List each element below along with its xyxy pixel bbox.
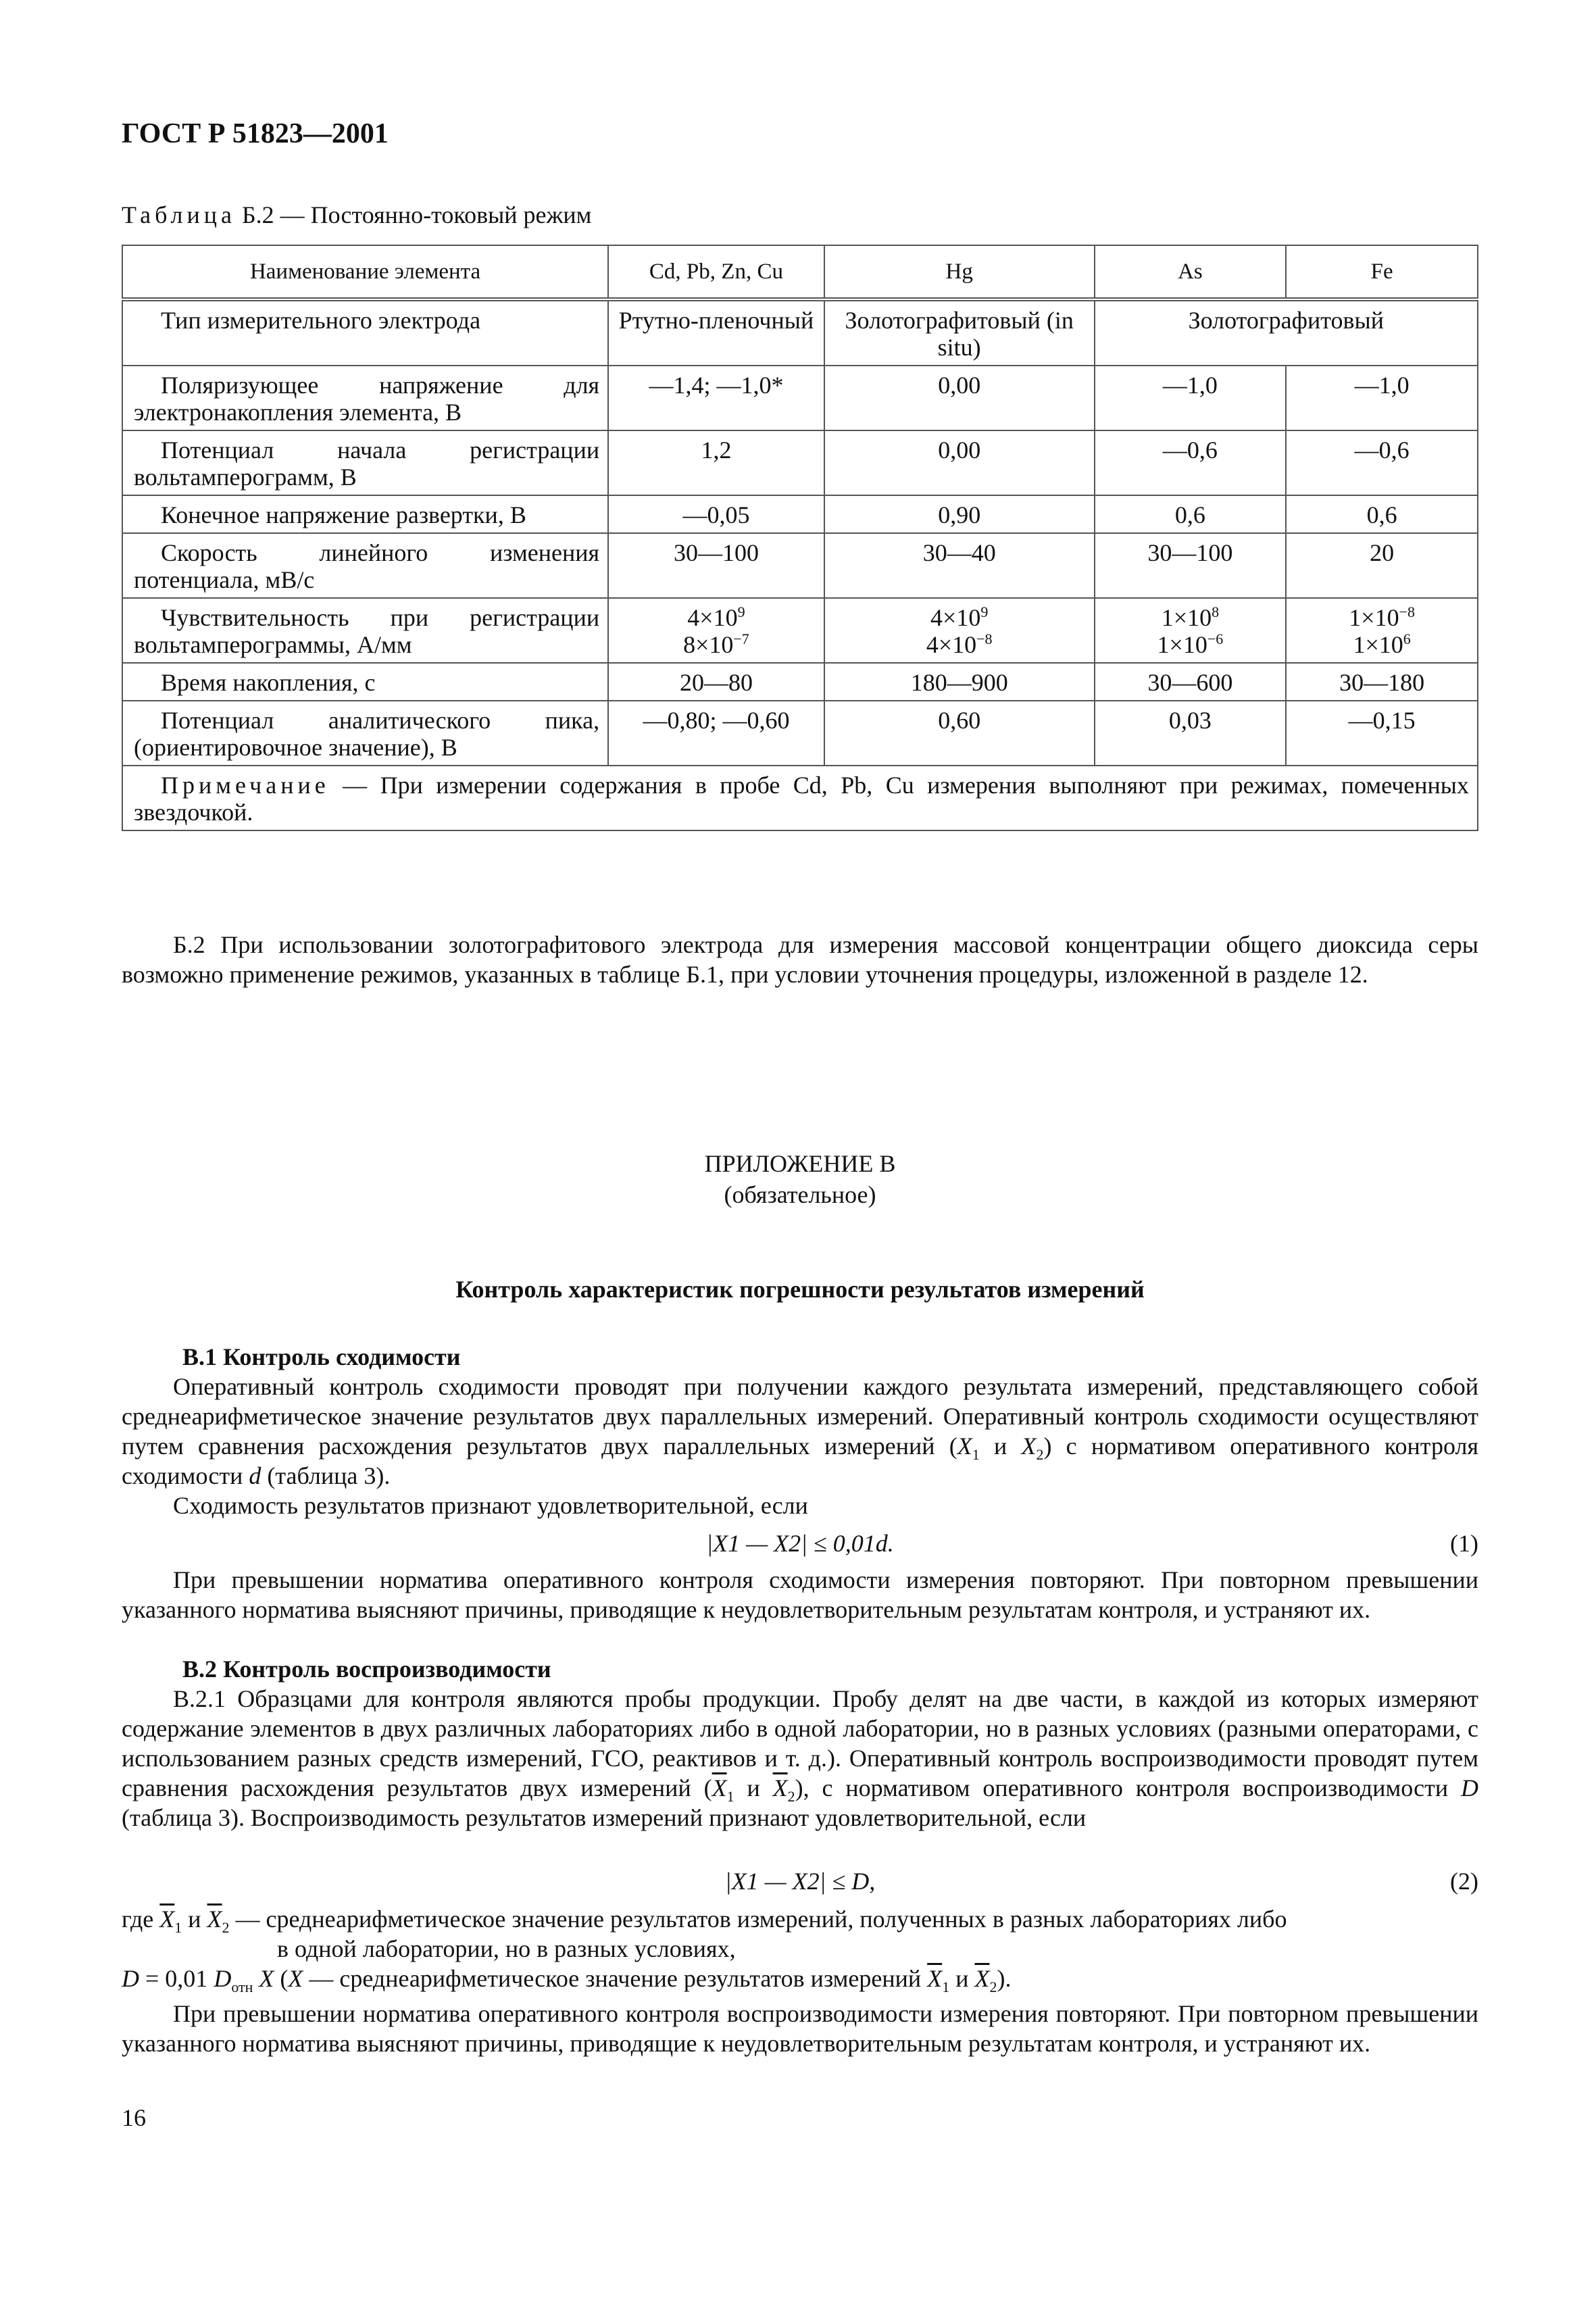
value-exponent: 9 xyxy=(737,603,745,620)
table-header-row xyxy=(122,245,1478,299)
table-row xyxy=(122,495,1478,533)
value-exponent: 9 xyxy=(980,603,989,620)
table-row xyxy=(122,663,1478,701)
table-cell: 0,03 xyxy=(1095,701,1287,766)
equation-1 xyxy=(122,1528,1478,1558)
table-cell: —1,0 xyxy=(1095,366,1287,430)
text: — среднеарифметическое значение результатов измерений xyxy=(303,1965,928,1992)
table-row xyxy=(122,430,1478,495)
text: ) с нормативом оперативного контроля сходимости xyxy=(122,1433,1479,1489)
appendix-heading: Контроль характеристик погрешности результатов измерений xyxy=(455,1276,1145,1303)
appendix-subtitle: (обязательное) xyxy=(724,1181,876,1208)
row-label: Потенциал аналитического пика, (ориентировочное значение), В xyxy=(122,701,608,766)
table-cell xyxy=(1095,598,1287,663)
paragraph: Сходимость результатов признают удовлетворительной, если xyxy=(173,1492,808,1519)
note-text: — При измерении содержания в пробе Cd, Pb, Cu измерения выполняют при режимах, помеченных звездочкой. xyxy=(134,772,1469,826)
table-cell: 30—40 xyxy=(824,533,1095,598)
standard-number: ГОСТ Р 51823—2001 xyxy=(122,118,389,149)
table-row xyxy=(122,701,1478,766)
text: — среднеарифметическое значение результатов измерений, полученных в разных лабораториях либо xyxy=(229,1906,1287,1933)
formula-text: |X1 — X2| ≤ D, xyxy=(724,1868,876,1895)
value-exponent: −8 xyxy=(1399,603,1415,620)
table-caption-text: Б.2 — Постоянно-токовый режим xyxy=(241,201,592,228)
value-mantissa: 4×10 xyxy=(926,631,977,658)
table-cell xyxy=(608,598,824,663)
equation-2 xyxy=(122,1866,1478,1896)
table-row xyxy=(122,533,1478,598)
row-label: Время накопления, с xyxy=(122,663,608,701)
table-cell: 20—80 xyxy=(608,663,824,701)
row-label: Чувствительность при регистрации вольтамперограммы, А/мм xyxy=(122,598,608,663)
text: D xyxy=(1461,1774,1478,1801)
table-cell xyxy=(824,598,1095,663)
row-label: Конечное напряжение развертки, В xyxy=(122,495,608,533)
text: ), с нормативом оперативного контроля воспроизводимости xyxy=(795,1774,1461,1801)
value-mantissa: 4×10 xyxy=(930,604,981,631)
header-cell: Fe xyxy=(1286,245,1478,299)
paragraph: При превышении норматива оперативного контроля сходимости измерения повторяют. При повторном превышении указанного норматива выясняют причины, приводящие к неудовлетворительным результатам контроля, и устраняют их. xyxy=(122,1566,1478,1623)
text: (таблица 3). Воспроизводимость результатов измерений признают удовлетворительной, если xyxy=(122,1804,1087,1831)
equation-formula xyxy=(122,1528,1478,1558)
section-heading: В.1 Контроль сходимости xyxy=(182,1343,461,1370)
table-caption-label: Таблица xyxy=(122,201,236,228)
table-cell: 0,00 xyxy=(824,430,1095,495)
where-clause-continuation: в одной лаборатории, но в разных условиях, xyxy=(277,1935,736,1962)
equation-number: (1) xyxy=(1450,1530,1478,1557)
table-cell: 30—100 xyxy=(608,533,824,598)
paragraph: В.2.1 Образцами для контроля являются пробы продукции. Пробу делят на две части, в каждой из которых измеряют содержание элементов в двух различных лабораториях либо в одной лаборатории, но в разных условиях (разными операторами, с использованием разных средств измерений, ГСО, реактивов и т. д.). Оперативный контроль воспроизводимости проводят путем сравнения расхождения результатов двух измерений ($\overline{X}_1$ и $\overline{X}_2$), с нормативом оперативного контроля воспроизводимости D (таблица 3). Воспроизводимость результатов измерений признают удовлетворительной, если xyxy=(122,1685,1478,1831)
table-cell: 0,6 xyxy=(1095,495,1287,533)
header-cell: As xyxy=(1095,245,1287,299)
header-cell: Hg xyxy=(824,245,1095,299)
table-cell: 0,00 xyxy=(824,366,1095,430)
value-exponent: −8 xyxy=(976,630,993,647)
equation-formula xyxy=(122,1866,1478,1896)
row-label: Поляризующее напряжение для электронакопления элемента, В xyxy=(122,366,608,430)
table-cell: Ртутно-пленочный xyxy=(608,299,824,366)
mode-table xyxy=(122,245,1478,831)
formula-text: |X1 — X2| ≤ 0,01d. xyxy=(706,1530,894,1557)
value-mantissa: 1×10 xyxy=(1161,604,1212,631)
where-clause: где $\overline{X}_1$ и $\overline{X}_2$ — среднеарифметическое значение результатов измерений, полученных в разных лабораториях либо xyxy=(122,1906,1287,1937)
table-cell xyxy=(1286,598,1478,663)
value-mantissa: 4×10 xyxy=(687,604,738,631)
header-cell: Наименование элемента xyxy=(122,245,608,299)
table-cell: 20 xyxy=(1286,533,1478,598)
text: и xyxy=(979,1433,1022,1460)
table-cell: Золотографитовый (in situ) xyxy=(824,299,1095,366)
table-cell: 0,90 xyxy=(824,495,1095,533)
value-mantissa: 8×10 xyxy=(683,631,734,658)
row-label: Потенциал начала регистрации вольтамперограмм, В xyxy=(122,430,608,495)
table-note-row xyxy=(122,766,1478,830)
equation-number: (2) xyxy=(1450,1868,1478,1895)
paragraph: Оперативный контроль сходимости проводят при получении каждого результата измерений, представляющего собой среднеарифметическое значение результатов двух параллельных измерений. Оперативный контроль сходимости осуществляют путем сравнения расхождения результатов двух параллельных измерений ($X_1$ и $X_2$) с нормативом оперативного контроля сходимости d (таблица 3). xyxy=(122,1373,1479,1489)
table-cell: 0,6 xyxy=(1286,495,1478,533)
value-exponent: 6 xyxy=(1403,630,1411,647)
table-cell: 180—900 xyxy=(824,663,1095,701)
table-cell: —0,6 xyxy=(1095,430,1287,495)
table-caption xyxy=(122,200,591,230)
table-cell: —1,0 xyxy=(1286,366,1478,430)
row-label: Тип измерительного электрода xyxy=(122,299,608,366)
table-cell: —0,6 xyxy=(1286,430,1478,495)
text: В.2.1 Образцами для контроля являются пробы продукции. Пробу делят на две части, в каждой из которых измеряют содержание элементов в двух различных лабораториях либо в одной лаборатории, но в разных условиях (разными операторами, с использованием разных средств измерений, ГСО, реактивов и т. д.). Оперативный контроль воспроизводимости проводят путем сравнения расхождения результатов двух измерений ( xyxy=(122,1685,1478,1801)
table-note xyxy=(122,766,1478,830)
section-heading: В.2 Контроль воспроизводимости xyxy=(182,1656,551,1683)
table-cell: —0,15 xyxy=(1286,701,1478,766)
table-cell: 30—100 xyxy=(1095,533,1287,598)
value-exponent: −7 xyxy=(733,630,749,647)
table-cell: —0,80; —0,60 xyxy=(608,701,824,766)
table-cell: Золотографитовый xyxy=(1095,299,1478,366)
table-cell: 30—180 xyxy=(1286,663,1478,701)
text: d xyxy=(249,1462,261,1489)
table-row xyxy=(122,598,1478,663)
page-number: 16 xyxy=(122,2104,146,2131)
table-row xyxy=(122,366,1478,430)
paragraph: При превышении норматива оперативного контроля воспроизводимости измерения повторяют. При повторном превышении указанного норматива выясняют причины, приводящие к неудовлетворительным результатам контроля, и устраняют их. xyxy=(122,2000,1478,2057)
value-mantissa: 1×10 xyxy=(1353,631,1403,658)
paragraph-b2: Б.2 При использовании золотографитового электрода для измерения массовой концентрации общего диоксида серы возможно применение режимов, указанных в таблице Б.1, при условии уточнения процедуры, изложенной в разделе 12. xyxy=(122,931,1478,988)
text: Оперативный контроль сходимости проводят при получении каждого результата измерений, представляющего собой среднеарифметическое значение результатов двух параллельных измерений. Оперативный контроль сходимости осуществляют путем сравнения расхождения результатов двух параллельных измерений ( xyxy=(122,1373,1478,1460)
table-cell: 0,60 xyxy=(824,701,1095,766)
table-row xyxy=(122,299,1478,366)
where-clause: D = 0,01 $D_{отн}$ X (X — среднеарифметическое значение результатов измерений $\overline{X}_1$ и $\overline{X}_2$). xyxy=(122,1965,1012,1996)
note-label: Примечание xyxy=(161,772,330,799)
value-exponent: −6 xyxy=(1207,630,1224,647)
table-cell: 30—600 xyxy=(1095,663,1287,701)
text: (таблица 3). xyxy=(261,1462,391,1489)
table-cell: —1,4; —1,0* xyxy=(608,366,824,430)
appendix-title: ПРИЛОЖЕНИЕ В xyxy=(704,1150,896,1177)
table-cell: 1,2 xyxy=(608,430,824,495)
value-exponent: 8 xyxy=(1212,603,1220,620)
header-cell: Cd, Pb, Zn, Cu xyxy=(608,245,824,299)
value-mantissa: 1×10 xyxy=(1349,604,1399,631)
row-label: Скорость линейного изменения потенциала, мВ/с xyxy=(122,533,608,598)
value-mantissa: 1×10 xyxy=(1157,631,1207,658)
table-cell: —0,05 xyxy=(608,495,824,533)
